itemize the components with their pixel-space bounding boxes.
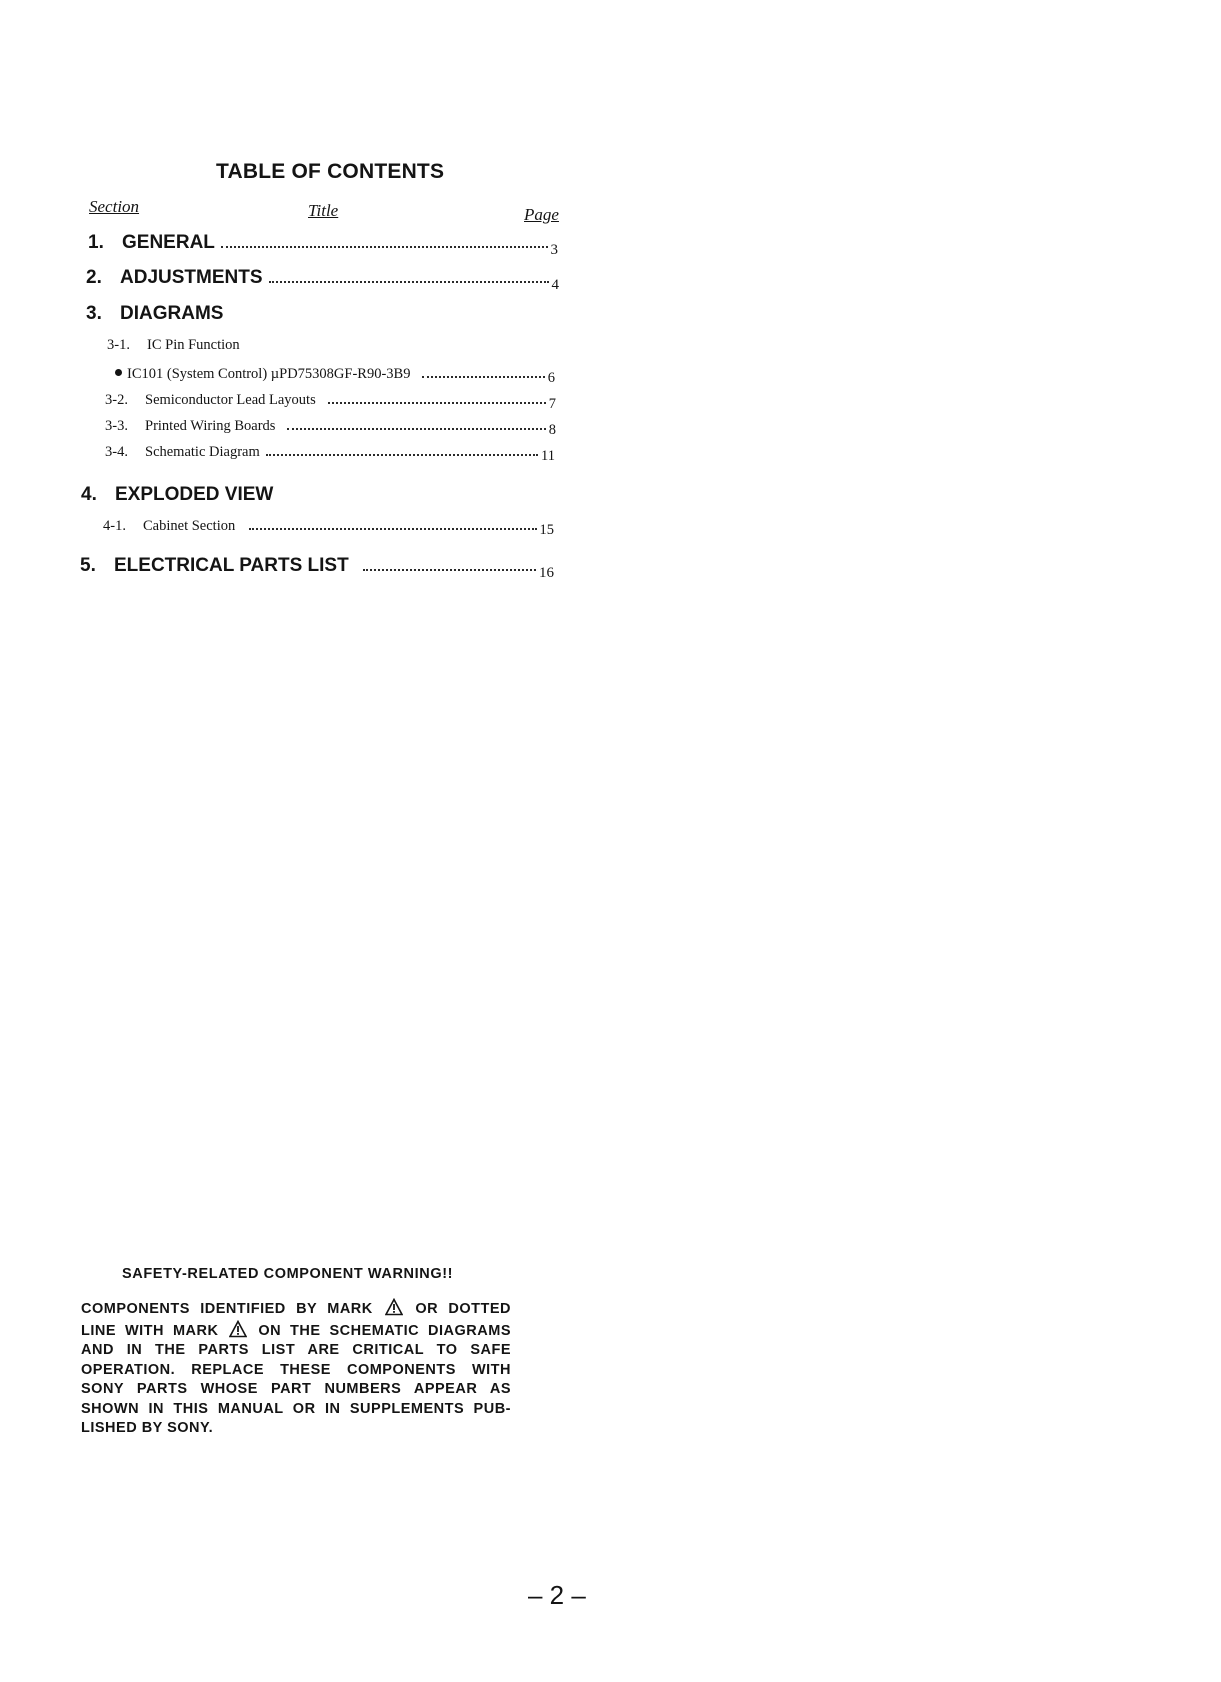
bullet-icon (115, 369, 122, 376)
warning-text: COMPONENTS IDENTIFIED BY MARK (81, 1301, 373, 1317)
toc-subentry-label: Printed Wiring Boards (145, 418, 276, 434)
dot-leader (363, 569, 536, 571)
toc-subentry-semiconductor-lead-layouts[interactable] (105, 392, 556, 412)
toc-entry-general[interactable] (88, 232, 558, 258)
caution-triangle-icon (229, 1320, 247, 1338)
toc-entry-label: ADJUSTMENTS (120, 267, 263, 288)
dot-leader (266, 454, 538, 456)
toc-subentry-number: 3-1. (107, 337, 130, 353)
dot-leader (269, 281, 549, 283)
safety-warning-title: SAFETY-RELATED COMPONENT WARNING!! (122, 1266, 454, 1282)
toc-entry-diagrams[interactable] (86, 303, 223, 325)
dot-leader (422, 376, 544, 378)
toc-title: TABLE OF CONTENTS (216, 160, 445, 183)
warning-text: LINE WITH MARK (81, 1322, 219, 1339)
warning-line: AND IN THE PARTS LIST ARE CRITICAL TO SAFE (81, 1342, 511, 1358)
warning-line: LISHED BY SONY. (81, 1420, 214, 1436)
toc-subentry-cabinet-section[interactable] (103, 518, 554, 538)
toc-entry-adjustments[interactable] (86, 267, 559, 293)
warning-text: OR DOTTED (415, 1301, 511, 1317)
toc-subentry-label: Cabinet Section (143, 518, 236, 534)
toc-entry-number: 1. (88, 232, 104, 253)
toc-entry-number: 5. (80, 555, 96, 576)
toc-subentry-page: 11 (541, 448, 555, 464)
column-header-page: Page (524, 205, 559, 224)
toc-subentry-page: 6 (547, 370, 555, 386)
toc-entry-number: 4. (81, 484, 97, 505)
warning-line: SHOWN IN THIS MANUAL OR IN SUPPLEMENTS PUB- (81, 1400, 511, 1417)
toc-entry-page: 3 (550, 242, 558, 258)
toc-entry-number: 2. (86, 267, 102, 288)
dot-leader (221, 246, 548, 248)
toc-entry-label: GENERAL (122, 232, 215, 253)
toc-entry-label: EXPLODED VIEW (115, 484, 274, 505)
toc-subentry-number: 4-1. (103, 518, 126, 534)
toc-entry-page: 4 (551, 277, 559, 293)
toc-subentry-label: Semiconductor Lead Layouts (145, 392, 316, 408)
toc-subentry-number: 3-3. (105, 418, 128, 434)
toc-subentry-page: 7 (548, 396, 556, 412)
toc-subentry-page: 15 (539, 522, 554, 538)
column-header-section: Section (89, 197, 140, 216)
toc-entry-number: 3. (86, 303, 102, 324)
toc-subentry-number: 3-2. (105, 392, 128, 408)
toc-entry-label: ELECTRICAL PARTS LIST (114, 555, 349, 576)
caution-triangle-icon (385, 1298, 403, 1316)
dot-leader (287, 428, 545, 430)
dot-leader (249, 528, 536, 530)
page-number: – 2 – (528, 1580, 586, 1610)
dot-leader (328, 402, 546, 404)
safety-warning-body (81, 1298, 511, 1439)
toc-entry-exploded-view[interactable] (81, 484, 273, 506)
toc-subentry-page: 8 (548, 422, 556, 438)
toc-subentry-label: IC Pin Function (147, 337, 240, 353)
warning-line: SONY PARTS WHOSE PART NUMBERS APPEAR AS (81, 1381, 511, 1397)
warning-line (81, 1298, 511, 1320)
toc-subentry-schematic-diagram[interactable] (105, 444, 555, 464)
toc-subentry-ic101[interactable] (115, 366, 555, 386)
column-header-title: Title (308, 201, 339, 220)
toc-subentry-label (115, 366, 410, 383)
toc-entry-electrical-parts-list[interactable] (80, 555, 554, 581)
toc-subentry-printed-wiring-boards[interactable] (105, 418, 556, 438)
toc-entry-label: DIAGRAMS (120, 303, 224, 324)
warning-text: ON THE SCHEMATIC DIAGRAMS (258, 1322, 512, 1339)
toc-subentry-number: 3-4. (105, 444, 128, 460)
toc-subentry-ic-pin-function[interactable] (107, 337, 240, 354)
toc-entry-page: 16 (539, 565, 554, 581)
warning-line (81, 1320, 511, 1342)
warning-line: OPERATION. REPLACE THESE COMPONENTS WITH (81, 1361, 511, 1378)
toc-subentry-text: IC101 (System Control) µPD75308GF-R90-3B9 (127, 366, 411, 382)
toc-subentry-label: Schematic Diagram (145, 444, 260, 460)
